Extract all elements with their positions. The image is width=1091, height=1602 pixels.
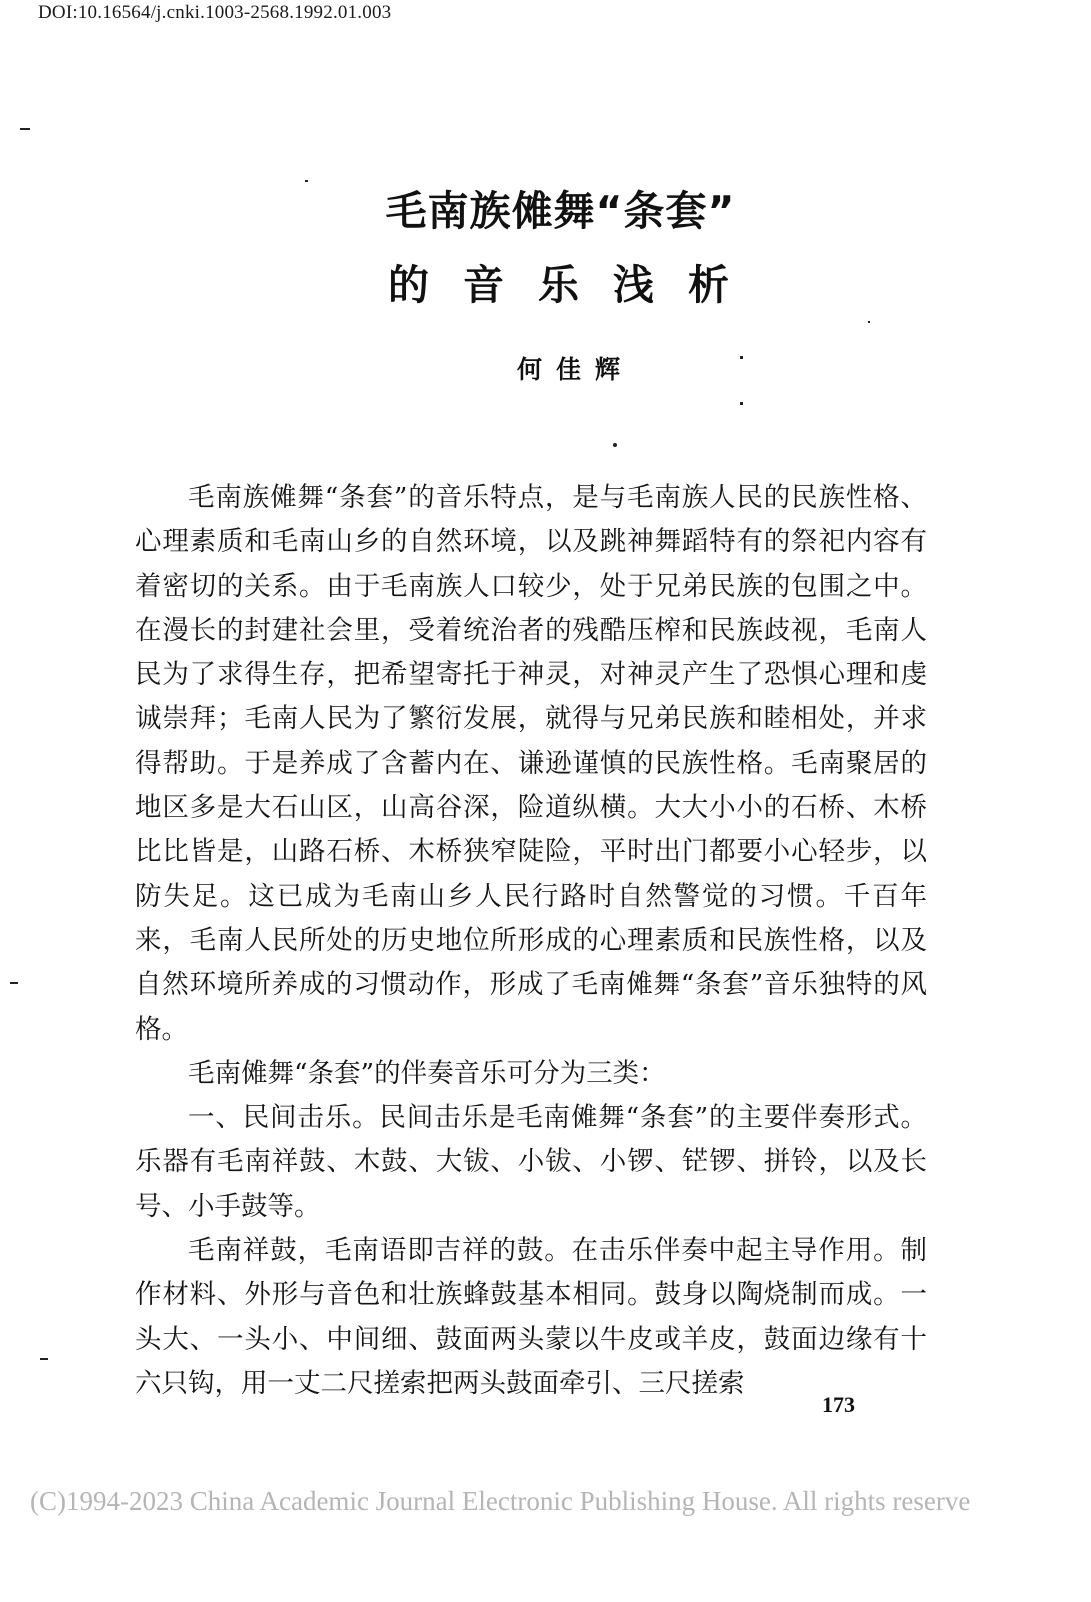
paragraph: 毛南傩舞“条套”的伴奏音乐可分为三类： (188, 1057, 666, 1089)
scan-speck (20, 128, 30, 130)
scan-speck (305, 180, 308, 182)
scan-speck (613, 443, 617, 447)
page-number: 173 (822, 1392, 855, 1417)
scan-speck (10, 982, 18, 984)
scan-speck (740, 402, 743, 405)
scan-speck (868, 321, 870, 323)
copyright-footer: (C)1994-2023 China Academic Journal Electronic Publishing House. All rights reserve (30, 1486, 971, 1516)
paragraph: 毛南祥鼓，毛南语即吉祥的鼓。在击乐伴奏中起主导作用。制作材料、外形与音色和壮族蜂鼓基本相同。鼓身以陶烧制而成。一头大、一头小、中间细、鼓面两头蒙以牛皮或羊皮，鼓面边缘有十六只钩，用一丈二尺搓索把两头鼓面牵引、三尺搓索 (135, 1235, 927, 1399)
doi-header: DOI:10.16564/j.cnki.1003-2568.1992.01.003 (38, 2, 392, 23)
scan-speck (40, 1358, 48, 1360)
paragraph: 毛南族傩舞“条套”的音乐特点，是与毛南族人民的民族性格、心理素质和毛南山乡的自然环境，以及跳神舞蹈特有的祭祀内容有着密切的关系。由于毛南族人口较少，处于兄弟民族的包围之中。在漫长的封建社会里，受着统治者的残酷压榨和民族歧视，毛南人民为了求得生存，把希望寄托于神灵，对神灵产生了恐惧心理和虔诚崇拜；毛南人民为了繁衍发展，就得与兄弟民族和睦相处，并求得帮助。于是养成了含蓄内在、谦逊谨慎的民族性格。毛南聚居的地区多是大石山区，山高谷深，险道纵横。大大小小的石桥、木桥比比皆是，山路石桥、木桥狭窄陡险，平时出门都要小心轻步，以防失足。这已成为毛南山乡人民行路时自然警觉的习惯。千百年来，毛南人民所处的历史地位所形成的心理素质和民族性格，以及自然环境所养成的习惯动作，形成了毛南傩舞“条套”音乐独特的风格。 (135, 482, 927, 1045)
article-author: 何佳辉 (516, 355, 634, 384)
scan-speck (740, 356, 743, 359)
article-title-line2: 的音乐浅析 (388, 261, 763, 309)
article-title-line1: 毛南族傩舞“条套” (385, 187, 736, 235)
article-body (135, 476, 927, 1406)
paragraph: 一、民间击乐。民间击乐是毛南傩舞“条套”的主要伴奏形式。乐器有毛南祥鼓、木鼓、大钹、小钹、小锣、铓锣、拼铃，以及长号、小手鼓等。 (135, 1102, 927, 1222)
